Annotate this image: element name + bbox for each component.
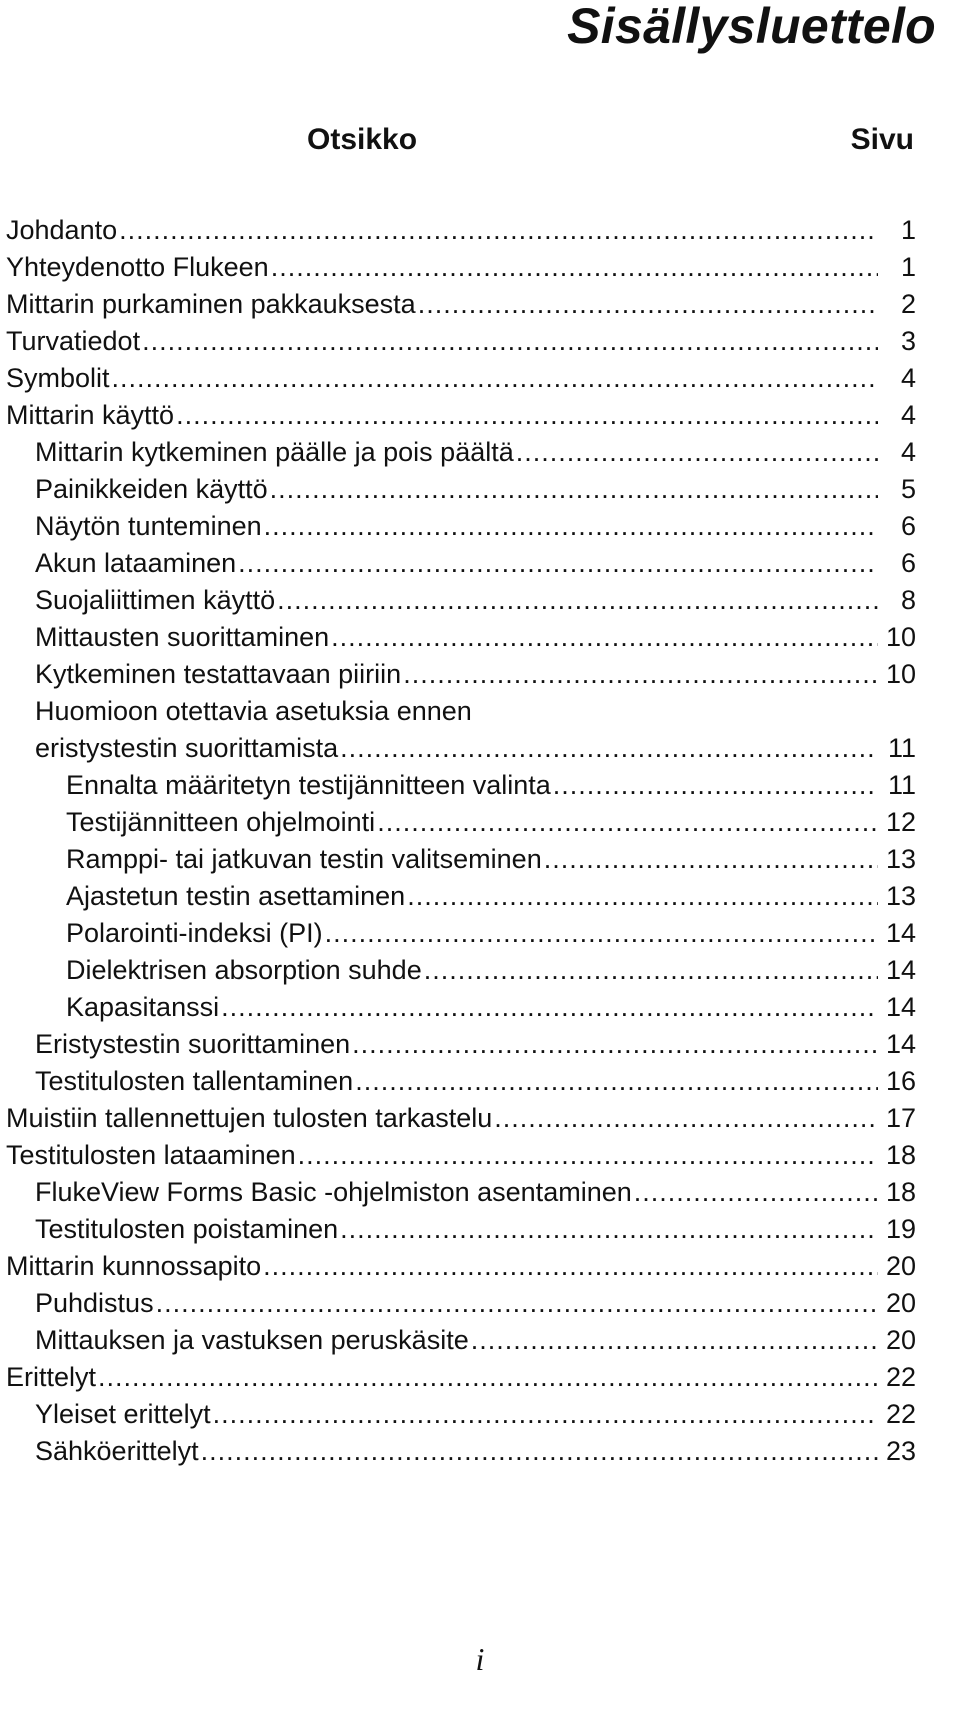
toc-entry-page-number: 14 bbox=[885, 955, 916, 985]
toc-entry-line bbox=[6, 212, 916, 249]
dot-leader bbox=[201, 1433, 878, 1470]
toc-entry-line bbox=[35, 434, 916, 471]
toc-entry-page-number: 13 bbox=[885, 844, 916, 874]
toc-entry-line bbox=[35, 1026, 916, 1063]
toc-entry-label: Turvatiedot bbox=[6, 326, 141, 356]
toc-entry-line bbox=[35, 1174, 916, 1211]
toc-entry[interactable] bbox=[6, 434, 916, 471]
toc-entry-page-number: 5 bbox=[900, 474, 916, 504]
toc-entry-label: Ennalta määritetyn testijännitteen valinta bbox=[66, 770, 551, 800]
toc-entry-page-number: 18 bbox=[885, 1140, 916, 1170]
toc-entry-label: Näytön tunteminen bbox=[35, 511, 262, 541]
dot-leader bbox=[271, 249, 878, 286]
toc-entry[interactable] bbox=[6, 804, 916, 841]
toc-entry-label: Muistiin tallennettujen tulosten tarkastelu bbox=[6, 1103, 493, 1133]
dot-leader bbox=[544, 841, 878, 878]
toc-entry-label: Kytkeminen testattavaan piiriin bbox=[35, 659, 402, 689]
dot-leader bbox=[298, 1137, 878, 1174]
dot-leader bbox=[634, 1174, 878, 1211]
toc-entry-line bbox=[66, 804, 916, 841]
column-header-title: Otsikko bbox=[307, 123, 418, 156]
column-header-page: Sivu bbox=[850, 123, 914, 156]
dot-leader bbox=[471, 1322, 878, 1359]
toc-entry-line bbox=[6, 286, 916, 323]
page-number: i bbox=[475, 1641, 485, 1677]
toc-entry-label: Mittarin purkaminen pakkauksesta bbox=[6, 289, 416, 319]
toc-entry[interactable] bbox=[6, 286, 916, 323]
toc-entry-line bbox=[6, 323, 916, 360]
toc-entry[interactable] bbox=[6, 989, 916, 1026]
dot-leader bbox=[331, 619, 878, 656]
toc-entry-page-number: 1 bbox=[900, 252, 916, 282]
toc-entry[interactable] bbox=[6, 1433, 916, 1470]
toc-entry-line bbox=[6, 1248, 916, 1285]
toc-entry-line bbox=[6, 249, 916, 286]
dot-leader bbox=[553, 767, 878, 804]
toc-entry-label-line: Huomioon otettavia asetuksia ennen bbox=[35, 696, 472, 726]
toc-entry[interactable] bbox=[6, 878, 916, 915]
toc-entry-label: Suojaliittimen käyttö bbox=[35, 585, 276, 615]
toc-entry-label: Johdanto bbox=[6, 215, 118, 245]
toc-entry-label: Mittarin kytkeminen päälle ja pois päältä bbox=[35, 437, 514, 467]
toc-entry-page-number: 22 bbox=[885, 1399, 916, 1429]
dot-leader bbox=[221, 989, 878, 1026]
dot-leader bbox=[213, 1396, 878, 1433]
toc-entry[interactable] bbox=[6, 397, 916, 434]
toc-entry-line bbox=[6, 1100, 916, 1137]
dot-leader bbox=[340, 1211, 878, 1248]
toc-entry-page-number: 22 bbox=[885, 1362, 916, 1392]
toc-entry-label: Testitulosten lataaminen bbox=[6, 1140, 296, 1170]
toc-entry[interactable] bbox=[6, 656, 916, 693]
toc-entry[interactable] bbox=[6, 212, 916, 249]
toc-entry-label: Ajastetun testin asettaminen bbox=[66, 881, 406, 911]
toc-entry-label: Painikkeiden käyttö bbox=[35, 474, 268, 504]
toc-entry-page-number: 14 bbox=[885, 918, 916, 948]
toc-entry[interactable] bbox=[6, 619, 916, 656]
toc-entry[interactable] bbox=[6, 1322, 916, 1359]
toc-entry-line bbox=[35, 619, 916, 656]
toc-entry[interactable] bbox=[6, 360, 916, 397]
toc-entry-line bbox=[66, 767, 916, 804]
toc-entry-line bbox=[6, 397, 916, 434]
dot-leader bbox=[377, 804, 878, 841]
toc-entry-page-number: 19 bbox=[885, 1214, 916, 1244]
dot-leader bbox=[142, 323, 878, 360]
toc-entry-line bbox=[66, 989, 916, 1026]
toc-entry-line bbox=[66, 915, 916, 952]
toc-entry-page-number: 10 bbox=[885, 659, 916, 689]
toc-entry-label: Testijännitteen ohjelmointi bbox=[66, 807, 376, 837]
toc-entry-page-number: 20 bbox=[885, 1325, 916, 1355]
page-title: Sisällysluettelo bbox=[567, 0, 936, 54]
dot-leader bbox=[270, 471, 878, 508]
toc-entry-label: Testitulosten tallentaminen bbox=[35, 1066, 354, 1096]
toc-entry-label: FlukeView Forms Basic -ohjelmiston asentaminen bbox=[35, 1177, 632, 1207]
toc-entry[interactable] bbox=[6, 767, 916, 804]
toc-entry[interactable] bbox=[6, 1174, 916, 1211]
toc-entry-label: Erittelyt bbox=[6, 1362, 97, 1392]
dot-leader bbox=[238, 545, 878, 582]
toc-entry-label: Dielektrisen absorption suhde bbox=[66, 955, 422, 985]
dot-leader bbox=[340, 730, 878, 767]
toc-entry-label: Mittarin käyttö bbox=[6, 400, 175, 430]
toc-entry-line bbox=[35, 471, 916, 508]
dot-leader bbox=[352, 1026, 878, 1063]
toc-entry[interactable] bbox=[6, 582, 916, 619]
toc-entry-line bbox=[6, 360, 916, 397]
dot-leader bbox=[112, 360, 878, 397]
toc-entry[interactable] bbox=[6, 841, 916, 878]
toc-entry[interactable] bbox=[6, 1100, 916, 1137]
toc-entry[interactable] bbox=[6, 1359, 916, 1396]
toc-entry-page-number: 10 bbox=[885, 622, 916, 652]
toc-entry-page-number: 1 bbox=[900, 215, 916, 245]
dot-leader bbox=[494, 1100, 878, 1137]
toc-entry-page-number: 17 bbox=[885, 1103, 916, 1133]
toc-entry-line bbox=[35, 582, 916, 619]
toc-entry[interactable] bbox=[6, 1026, 916, 1063]
toc-entry-label: eristystestin suorittamista bbox=[35, 733, 339, 763]
toc-entry-label: Akun lataaminen bbox=[35, 548, 237, 578]
toc-entry-label: Ramppi- tai jatkuvan testin valitseminen bbox=[66, 844, 542, 874]
toc-entry-label: Sähköerittelyt bbox=[35, 1436, 199, 1466]
toc-entry-page-number: 6 bbox=[900, 548, 916, 578]
toc-entry-line bbox=[35, 730, 916, 767]
toc-entry-page-number: 20 bbox=[885, 1251, 916, 1281]
toc-entry-label: Polarointi-indeksi (PI) bbox=[66, 918, 323, 948]
toc-entry[interactable] bbox=[6, 1248, 916, 1285]
toc-entry[interactable] bbox=[6, 471, 916, 508]
toc-entry[interactable] bbox=[6, 693, 916, 767]
toc-entry-line bbox=[35, 1433, 916, 1470]
toc-entry-line bbox=[35, 1211, 916, 1248]
toc-entry-line bbox=[6, 1359, 916, 1396]
toc-entry-line bbox=[35, 1322, 916, 1359]
toc-entry-line bbox=[35, 1285, 916, 1322]
toc-entry-page-number: 12 bbox=[885, 807, 916, 837]
toc-entry-label: Kapasitanssi bbox=[66, 992, 220, 1022]
dot-leader bbox=[119, 212, 878, 249]
dot-leader bbox=[516, 434, 878, 471]
toc-entry-line bbox=[66, 878, 916, 915]
dot-leader bbox=[407, 878, 878, 915]
toc-entry-page-number: 16 bbox=[885, 1066, 916, 1096]
toc-entry-label: Eristystestin suorittaminen bbox=[35, 1029, 351, 1059]
toc-entry-line bbox=[66, 952, 916, 989]
dot-leader bbox=[264, 508, 878, 545]
toc-entry[interactable] bbox=[6, 1396, 916, 1433]
dot-leader bbox=[263, 1248, 878, 1285]
toc-entry-page-number: 13 bbox=[885, 881, 916, 911]
dot-leader bbox=[403, 656, 878, 693]
toc-entry[interactable] bbox=[6, 249, 916, 286]
toc-entry-page-number: 14 bbox=[885, 1029, 916, 1059]
toc-entry-label: Mittarin kunnossapito bbox=[6, 1251, 262, 1281]
toc-entry-page-number: 11 bbox=[887, 733, 916, 763]
toc-entry[interactable] bbox=[6, 915, 916, 952]
toc-entry-page-number: 3 bbox=[900, 326, 916, 356]
toc-entry-line bbox=[35, 545, 916, 582]
toc-entry-page-number: 14 bbox=[885, 992, 916, 1022]
dot-leader bbox=[424, 952, 878, 989]
toc-entry-page-number: 18 bbox=[885, 1177, 916, 1207]
toc-entry-label: Puhdistus bbox=[35, 1288, 154, 1318]
toc-entry-line bbox=[35, 1396, 916, 1433]
dot-leader bbox=[176, 397, 878, 434]
toc-entry-label: Mittausten suorittaminen bbox=[35, 622, 330, 652]
toc-entry-page-number: 11 bbox=[887, 770, 916, 800]
dot-leader bbox=[156, 1285, 878, 1322]
toc-entry-page-number: 4 bbox=[900, 437, 916, 467]
toc-entry-page-number: 20 bbox=[885, 1288, 916, 1318]
toc-entry-page-number: 23 bbox=[885, 1436, 916, 1466]
toc-entry-page-number: 8 bbox=[900, 585, 916, 615]
dot-leader bbox=[98, 1359, 878, 1396]
dot-leader bbox=[418, 286, 878, 323]
toc-entry-label: Mittauksen ja vastuksen peruskäsite bbox=[35, 1325, 469, 1355]
toc-entry[interactable] bbox=[6, 1137, 916, 1174]
toc-entry-page-number: 4 bbox=[900, 363, 916, 393]
toc-entry-page-number: 6 bbox=[900, 511, 916, 541]
toc-entry-line bbox=[35, 1063, 916, 1100]
toc-entry-line bbox=[35, 656, 916, 693]
dot-leader bbox=[355, 1063, 878, 1100]
dot-leader bbox=[277, 582, 878, 619]
toc-entry-line bbox=[6, 1137, 916, 1174]
toc-entry-line bbox=[66, 841, 916, 878]
toc-entry[interactable] bbox=[6, 1063, 916, 1100]
toc-entry-line bbox=[35, 508, 916, 545]
toc-entry-label: Yhteydenotto Flukeen bbox=[6, 252, 269, 282]
toc-entry[interactable] bbox=[6, 508, 916, 545]
toc-entry-label: Yleiset erittelyt bbox=[35, 1399, 211, 1429]
toc-entry[interactable] bbox=[6, 545, 916, 582]
toc-entry[interactable] bbox=[6, 323, 916, 360]
toc-entry-page-number: 4 bbox=[900, 400, 916, 430]
table-of-contents bbox=[6, 212, 916, 1470]
dot-leader bbox=[325, 915, 878, 952]
toc-entry-label: Symbolit bbox=[6, 363, 110, 393]
toc-entry[interactable] bbox=[6, 1211, 916, 1248]
toc-entry-page-number: 2 bbox=[900, 289, 916, 319]
toc-entry[interactable] bbox=[6, 952, 916, 989]
toc-entry-label: Testitulosten poistaminen bbox=[35, 1214, 339, 1244]
toc-entry[interactable] bbox=[6, 1285, 916, 1322]
